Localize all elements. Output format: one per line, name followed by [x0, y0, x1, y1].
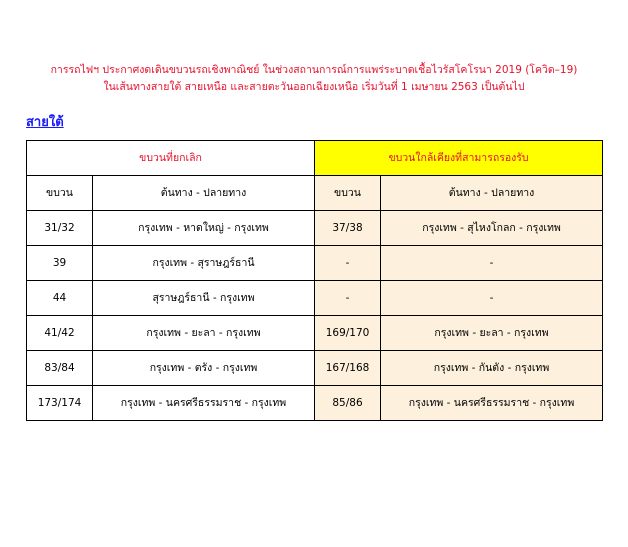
group-header-alternative: ขบวนใกล้เคียงที่สามารถรองรับ [315, 140, 603, 175]
cell-alt-no: 167/168 [315, 350, 381, 385]
table-row [27, 245, 603, 280]
cell-alt-route: - [381, 245, 603, 280]
cell-alt-route: กรุงเทพ - สุไหงโกลก - กรุงเทพ [381, 210, 603, 245]
cell-alt-route: กรุงเทพ - นครศรีธรรมราช - กรุงเทพ [381, 385, 603, 420]
table-row [27, 315, 603, 350]
headline-line-1: การรถไฟฯ ประกาศงดเดินขบวนรถเชิงพาณิชย์ ในช่วงสถานการณ์การแพร่ระบาดเชื้อไวรัสโคโรนา 2019 (โควิด–19) [50, 64, 578, 76]
announcement-headline [0, 62, 628, 97]
section-title-south-line: สายใต้ [26, 114, 64, 130]
cell-cancelled-no: 39 [27, 245, 93, 280]
cell-alt-route: - [381, 280, 603, 315]
column-header-route-left: ต้นทาง - ปลายทาง [93, 175, 315, 210]
table-row [27, 350, 603, 385]
cell-cancelled-no: 44 [27, 280, 93, 315]
section-title-wrapper [0, 97, 628, 140]
cell-alt-no: 85/86 [315, 385, 381, 420]
column-header-train-no-right: ขบวน [315, 175, 381, 210]
table-row [27, 210, 603, 245]
cell-alt-no: 37/38 [315, 210, 381, 245]
train-cancellation-table [26, 140, 603, 421]
cell-cancelled-no: 173/174 [27, 385, 93, 420]
cell-cancelled-route: กรุงเทพ - สุราษฎร์ธานี [93, 245, 315, 280]
cell-alt-no: - [315, 245, 381, 280]
cell-cancelled-route: กรุงเทพ - นครศรีธรรมราช - กรุงเทพ [93, 385, 315, 420]
table-column-header-row [27, 175, 603, 210]
cell-cancelled-route: กรุงเทพ - ยะลา - กรุงเทพ [93, 315, 315, 350]
table-row [27, 280, 603, 315]
table-row [27, 385, 603, 420]
cell-alt-route: กรุงเทพ - ยะลา - กรุงเทพ [381, 315, 603, 350]
headline-line-2: ในเส้นทางสายใต้ สายเหนือ และสายตะวันออกเฉียงเหนือ เริ่มวันที่ 1 เมษายน 2563 เป็นต้นไป [103, 81, 525, 94]
table-group-header-row [27, 140, 603, 175]
column-header-route-right: ต้นทาง - ปลายทาง [381, 175, 603, 210]
cell-cancelled-no: 83/84 [27, 350, 93, 385]
column-header-train-no-left: ขบวน [27, 175, 93, 210]
document-page [0, 62, 628, 547]
cell-alt-no: - [315, 280, 381, 315]
cell-alt-route: กรุงเทพ - กันตัง - กรุงเทพ [381, 350, 603, 385]
cell-cancelled-route: สุราษฎร์ธานี - กรุงเทพ [93, 280, 315, 315]
cell-cancelled-route: กรุงเทพ - ตรัง - กรุงเทพ [93, 350, 315, 385]
group-header-cancelled: ขบวนที่ยกเลิก [27, 140, 315, 175]
cell-alt-no: 169/170 [315, 315, 381, 350]
cell-cancelled-no: 41/42 [27, 315, 93, 350]
cell-cancelled-no: 31/32 [27, 210, 93, 245]
cell-cancelled-route: กรุงเทพ - หาดใหญ่ - กรุงเทพ [93, 210, 315, 245]
